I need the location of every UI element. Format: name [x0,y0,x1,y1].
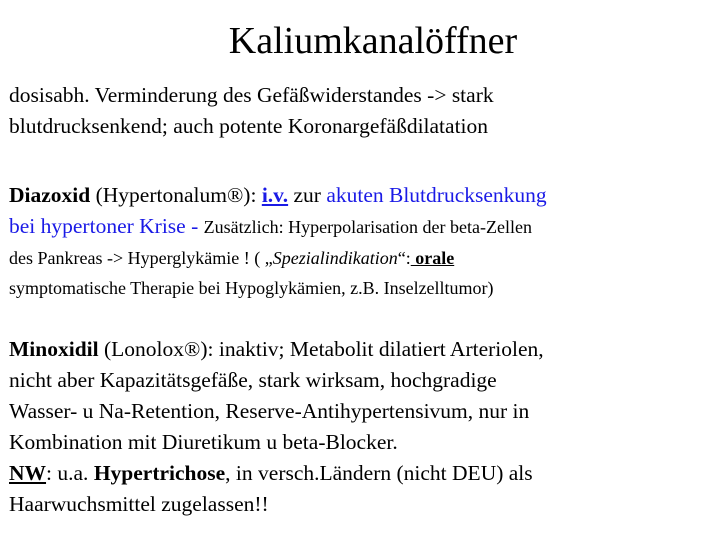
diazoxid-orale: orale [410,248,455,268]
diazoxid-special: Spezialindikation [272,248,398,268]
intro-line-1: dosisabh. Verminderung des Gefäßwiderstandes -> stark [9,83,494,107]
minoxidil-line-5 [9,458,715,489]
minoxidil-line-3: Wasser- u Na-Retention, Reserve-Antihypertensivum, nur in [9,399,530,423]
minoxidil-line-1-rest: (Lonolox®): inaktiv; Metabolit dilatiert Arteriolen, [98,337,544,361]
diazoxid-name: Diazoxid [9,183,91,207]
diazoxid-line-3 [9,243,715,273]
intro-paragraph [9,80,715,142]
minoxidil-hypertrichose: Hypertrichose [93,461,226,485]
diazoxid-indication-a: akuten Blutdrucksenkung [326,183,547,207]
minoxidil-line-1 [9,334,715,365]
diazoxid-zur: zur [288,183,327,207]
diazoxid-note-b: des Pankreas -> Hyperglykämie ! ( „ [9,248,273,268]
diazoxid-paragraph [9,180,715,303]
diazoxid-brand: (Hypertonalum®): [90,183,262,207]
minoxidil-nw: NW [9,461,47,485]
diazoxid-line-1 [9,180,715,211]
diazoxid-indication-b: bei hypertoner Krise - [9,214,204,238]
minoxidil-line-2: nicht aber Kapazitätsgefäße, stark wirksam, hochgradige [9,368,497,392]
minoxidil-nw-rest-b: , in versch.Ländern (nicht DEU) als [225,461,533,485]
intro-line-2: blutdrucksenkend; auch potente Koronargefäßdilatation [9,114,489,138]
minoxidil-line-4: Kombination mit Diuretikum u beta-Blocker. [9,430,398,454]
minoxidil-line-6: Haarwuchsmittel zugelassen!! [9,492,269,516]
diazoxid-note-a: Zusätzlich: Hyperpolarisation der beta-Zellen [203,217,532,237]
diazoxid-route-link[interactable]: i.v. [261,183,289,207]
diazoxid-line-4: symptomatische Therapie bei Hypoglykämien, z.B. Inselzelltumor) [9,278,494,298]
minoxidil-paragraph [9,334,715,520]
minoxidil-nw-rest-a: : u.a. [46,461,94,485]
diazoxid-line-2 [9,211,715,243]
slide-title: Kaliumkanalöffner [228,20,518,62]
diazoxid-note-c: “: [397,248,411,268]
minoxidil-name: Minoxidil [9,337,99,361]
